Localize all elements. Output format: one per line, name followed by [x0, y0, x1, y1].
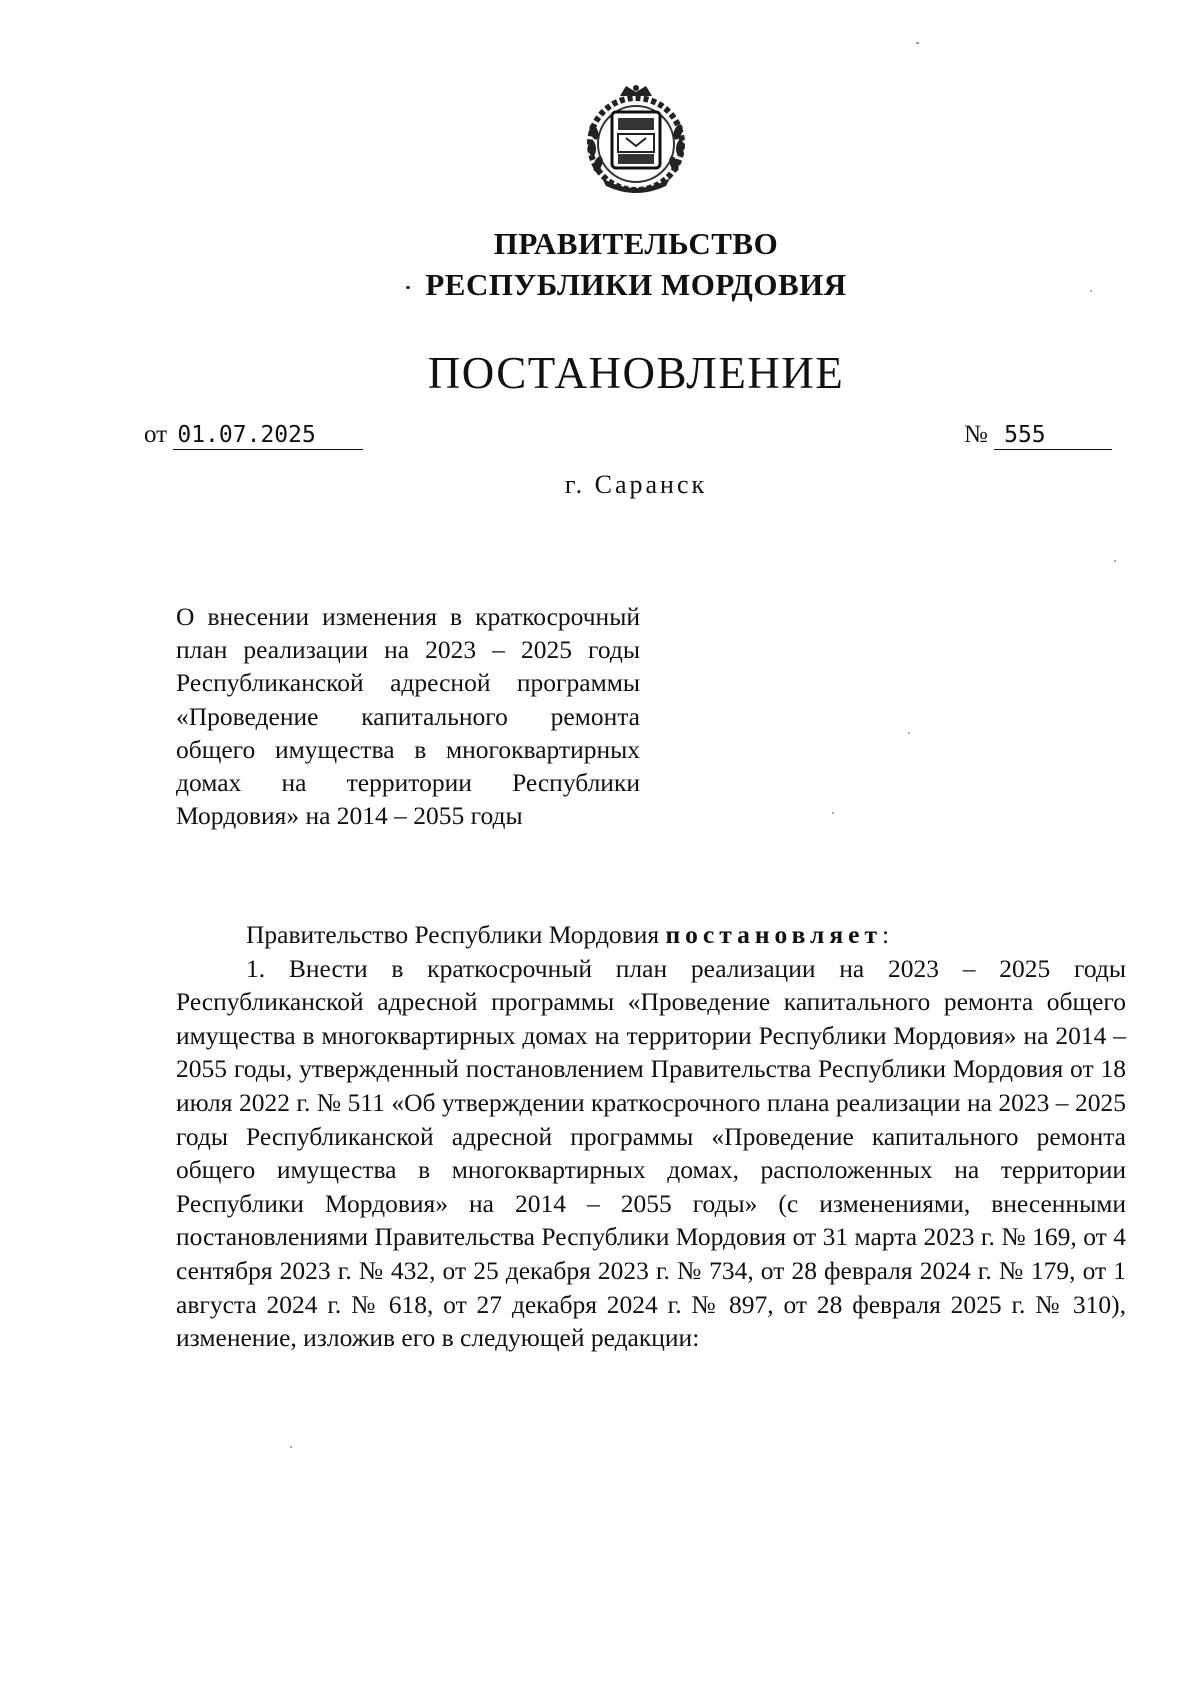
intro-text: Правительство Республики Мордовия	[246, 920, 660, 949]
paragraph-1: 1. Внести в краткосрочный план реализации на 2023 – 2025 годы Республиканской адресной программы «Проведение капитального ремонта общего имущества в многоквартирных домах на территории Республики Мордовия» на 2014 – 2055 годы, утвержденный постановлением Правительства Республики Мордовия от 18 июля 2022 г. № 511 «Об утверждении краткосрочного плана реализации на 2023 – 2025 годы Республиканской адресной программы «Проведение капитального ремонта общего имущества в многоквартирных домах, расположенных на территории Республики Мордовия» на 2014 – 2055 годы» (с изменениями, внесенными постановлениями Правительства Республики Мордовия от 31 марта 2023 г. № 169, от 4 сентября 2023 г. № 432, от 25 декабря 2023 г. № 734, от 28 февраля 2024 г. № 179, от 1 августа 2024 г. № 618, от 27 декабря 2024 г. № 897, от 28 февраля 2025 г. № 310), изменение, изложив его в следующей редакции:	[176, 953, 1126, 1353]
scan-speck	[1114, 560, 1116, 562]
scan-speck	[916, 42, 919, 44]
number-prefix: №	[964, 421, 988, 448]
date-line	[144, 418, 363, 452]
number-line	[964, 418, 1112, 452]
date-prefix: от	[144, 421, 168, 448]
scan-speck	[290, 1446, 292, 1448]
scan-speck	[832, 812, 834, 814]
intro-colon: :	[882, 920, 890, 949]
intro-paragraph	[176, 918, 1126, 952]
document-subject: О внесении изменения в краткосрочный план реализации на 2023 – 2025 годы Республиканской адресной программы «Проведение капитального ремонта общего имущества в многоквартирных домах на территории Республики Мордовия» на 2014 – 2055 годы	[176, 602, 640, 831]
intro-verb: постановляет	[665, 920, 883, 949]
document-body	[176, 918, 1126, 1355]
document-date: 01.07.2025	[173, 421, 363, 450]
city-name: г. Саранск	[564, 470, 708, 499]
org-name-line1: ПРАВИТЕЛЬСТВО	[493, 226, 779, 261]
coat-of-arms-icon	[580, 82, 692, 200]
scan-speck	[1090, 290, 1092, 292]
scan-speck	[406, 286, 410, 289]
document-type-title: ПОСТАНОВЛЕНИЕ	[427, 348, 845, 398]
scan-speck	[908, 732, 910, 734]
org-name-line2: РЕСПУБЛИКИ МОРДОВИЯ	[425, 267, 847, 302]
document-number: 555	[994, 421, 1112, 450]
